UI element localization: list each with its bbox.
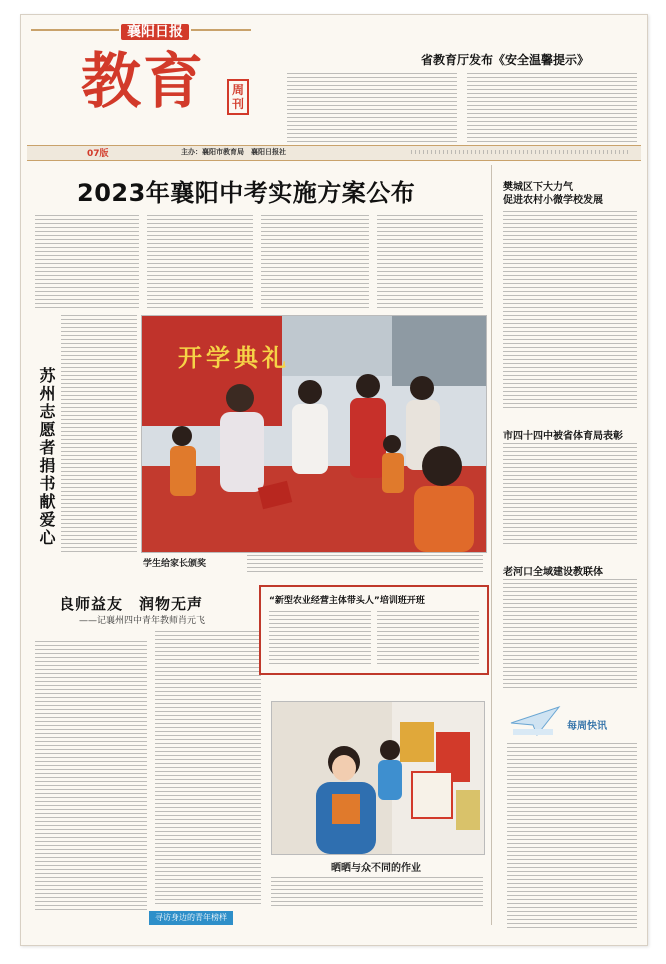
right-item3-body (503, 579, 637, 689)
top-article-body-col2 (467, 73, 637, 145)
right-item1-title (503, 181, 603, 207)
briefs-header (507, 703, 637, 739)
lead-body-col1 (35, 215, 139, 311)
masthead-rule-left (31, 29, 119, 31)
teacher-feature-subtitle: ——记襄州四中青年教师肖元飞 (79, 616, 206, 626)
weekly-label: 周刊 (227, 79, 249, 115)
teacher-feature-col2 (155, 631, 261, 907)
side-feature-title: 苏州志愿者捐书献爱心 (37, 367, 56, 547)
training-body-col1 (269, 611, 371, 665)
paper-plane-icon (507, 703, 567, 739)
sponsor-line: 主办：襄阳市教育局 襄阳日报社 (181, 148, 286, 156)
main-photo-caption: 学生给家长颁奖 (143, 559, 207, 569)
top-article-body-col1 (287, 73, 457, 145)
lead-body-col3 (261, 215, 369, 311)
lower-photo (271, 701, 485, 855)
masthead-rule-right (191, 29, 251, 31)
training-body-col2 (377, 611, 479, 665)
teacher-feature-col1 (35, 641, 147, 911)
teacher-feature-title: 良师益友 润物无声 (59, 595, 204, 613)
bottom-tag: 寻访身边的青年榜样 (149, 911, 233, 925)
side-feature-body (61, 315, 137, 555)
photo-banner-text: 开学典礼 (178, 343, 290, 372)
top-article-title: 省教育厅发布《安全温馨提示》 (421, 53, 590, 67)
lead-headline: 2023年襄阳中考实施方案公布 (77, 179, 416, 207)
lower-photo-credit (271, 877, 483, 907)
right-item1-title-line1: 樊城区下大力气 (503, 182, 573, 193)
lead-body-col4 (377, 215, 483, 311)
page-number: 07版 (87, 149, 109, 159)
right-item2-body (503, 443, 637, 547)
main-photo-credit (247, 555, 483, 575)
right-item1-title-line2: 促进农村小微学校发展 (503, 195, 603, 206)
briefs-body (507, 743, 637, 929)
brand-logo (121, 21, 189, 43)
right-item3-title: 老河口全域建设教联体 (503, 567, 603, 578)
brand-logo-text: 襄阳日报 (121, 24, 189, 40)
training-title: “新型农业经营主体带头人”培训班开班 (269, 596, 425, 606)
lower-photo-illustration (272, 702, 484, 854)
lead-body-col2 (147, 215, 253, 311)
lower-photo-caption: 晒晒与众不同的作业 (331, 863, 421, 874)
column-divider (491, 165, 492, 925)
briefs-title: 每周快讯 (567, 721, 607, 732)
info-bar-details (411, 150, 631, 154)
training-highlight-box (259, 585, 489, 675)
right-item2-title: 市四十四中被省体育局表彰 (503, 431, 623, 442)
right-item1-body (503, 211, 637, 411)
main-photo (141, 315, 487, 553)
masthead-title: 教育 (81, 47, 205, 117)
newspaper-page (20, 14, 648, 946)
